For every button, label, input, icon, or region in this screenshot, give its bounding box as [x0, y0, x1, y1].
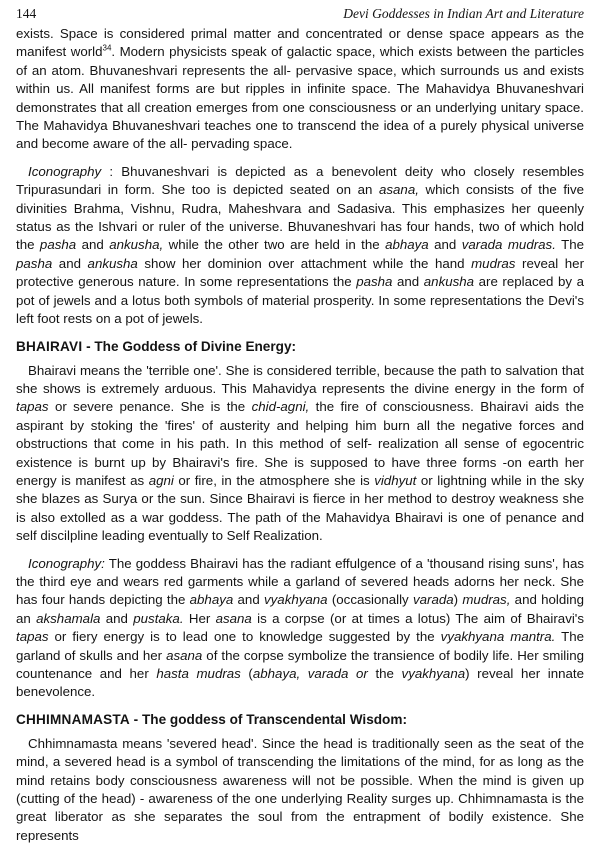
running-header: [16, 6, 584, 22]
page-body: [16, 25, 584, 845]
running-title: Devi Goddesses in Indian Art and Literature: [343, 6, 584, 21]
paragraph-space: exists. Space is considered primal matter and concentrated or dense space appears as the manifest world$^{34}$. Modern physicists speak of galactic space, which exists between the particles of an atom. Bhuvaneshvari represents the all- pervasive space, which surrounds us and exists within us. All manifest forms are but ripples in infinite space. The Mahavidya Bhuvaneshvari demonstrates that all creation emerges from one consciousness or an underlying unitary space. The Mahavidya Bhuvaneshvari teaches one to transcend the idea of a purely physical universe and become aware of the all- pervading space.: [16, 26, 584, 152]
paragraph-bhairavi-iconography: Iconography: The goddess Bhairavi has the radiant effulgence of a 'thousand rising suns', has the third eye and wears red garments while a garland of severed heads adorns her neck. She has four hands depicting the abhaya and vyakhyana (occasionally varada) mudras, and holding an akshamala and pustaka. Her asana is a corpse (or at times a lotus) The aim of Bhairavi's tapas or fiery energy is to lead one to knowledge suggested by the vyakhyana mantra. The garland of skulls and her asana of the corpse symbolize the transience of bodily life. Her smiling countenance and her hasta mudras (abhaya, varada or the vyakhyana) reveal her innate benevolence.: [16, 555, 585, 700]
section-label: Iconography: [28, 163, 102, 179]
paragraph-bhuvaneshvari-iconography: Iconography : Bhuvaneshvari is depicted as a benevolent deity who closely resembles Tripurasundari in form. She too is depicted seated on an asana, which consists of the five divinities Brahma, Vishnu, Rudra, Maheshvara and Sadasiva. This emphasizes her queenly status as the Ishvari or ruler of the universe. Bhuvaneshvari has four hands, two of which hold the pasha and ankusha, while the other two are held in the abhaya and varada mudras. The pasha and ankusha show her dominion over attachment while the hand mudras reveal her protective generous nature. In some representations the pasha and ankusha are replaced by a pot of jewels and a lotus both symbols of material prosperity. In some representations the Devi's left foot rests on a pot of jewels.: [16, 163, 585, 327]
section-heading-chhimnamasta: CHHIMNAMASTA - The goddess of Transcendental Wisdom:: [16, 711, 407, 727]
section-label: Iconography:: [28, 555, 105, 571]
page-number: 144: [16, 6, 37, 21]
section-heading-bhairavi: BHAIRAVI - The Goddess of Divine Energy:: [16, 338, 297, 354]
paragraph-chhimnamasta: Chhimnamasta means 'severed head'. Since the head is traditionally seen as the seat of the mind, a severed head is a symbol of transcending the limitations of the mind, for as long as the mind retains body consciousness awareness will not be possible. When the mind is given up (cutting of the head) - awareness of the one underlying Reality surges up. Chhimnamasta is the great liberator as she separates the soul from the entrapment of bodily existence. She represents: [16, 735, 584, 843]
paragraph-bhairavi: Bhairavi means the 'terrible one'. She is considered terrible, because the path to salvation that she shows is extremely arduous. This Mahavidya represents the divine energy in the form of tapas or severe penance. She is the chid-agni, the fire of consciousness. Bhairavi aids the aspirant by stoking the 'fires' of austerity and helping him burn all the negative forces and obstructions that come in his path. In this method of self- realization all sense of egocentric existence is burnt up by Bhairavi's fire. She is supposed to have three forms -on earth her energy is manifest as agni or fire, in the atmosphere she is vidhyut or lightning while in the sky she blazes as Surya or the sun. Since Bhairavi is fierce in her method to destroy weakness she is also extolled as a war goddess. The path of the Mahavidya Bhairavi is one of penance and self discilpline leading eventually to Self Realization.: [16, 362, 584, 544]
footnote-marker: 34: [102, 43, 112, 53]
